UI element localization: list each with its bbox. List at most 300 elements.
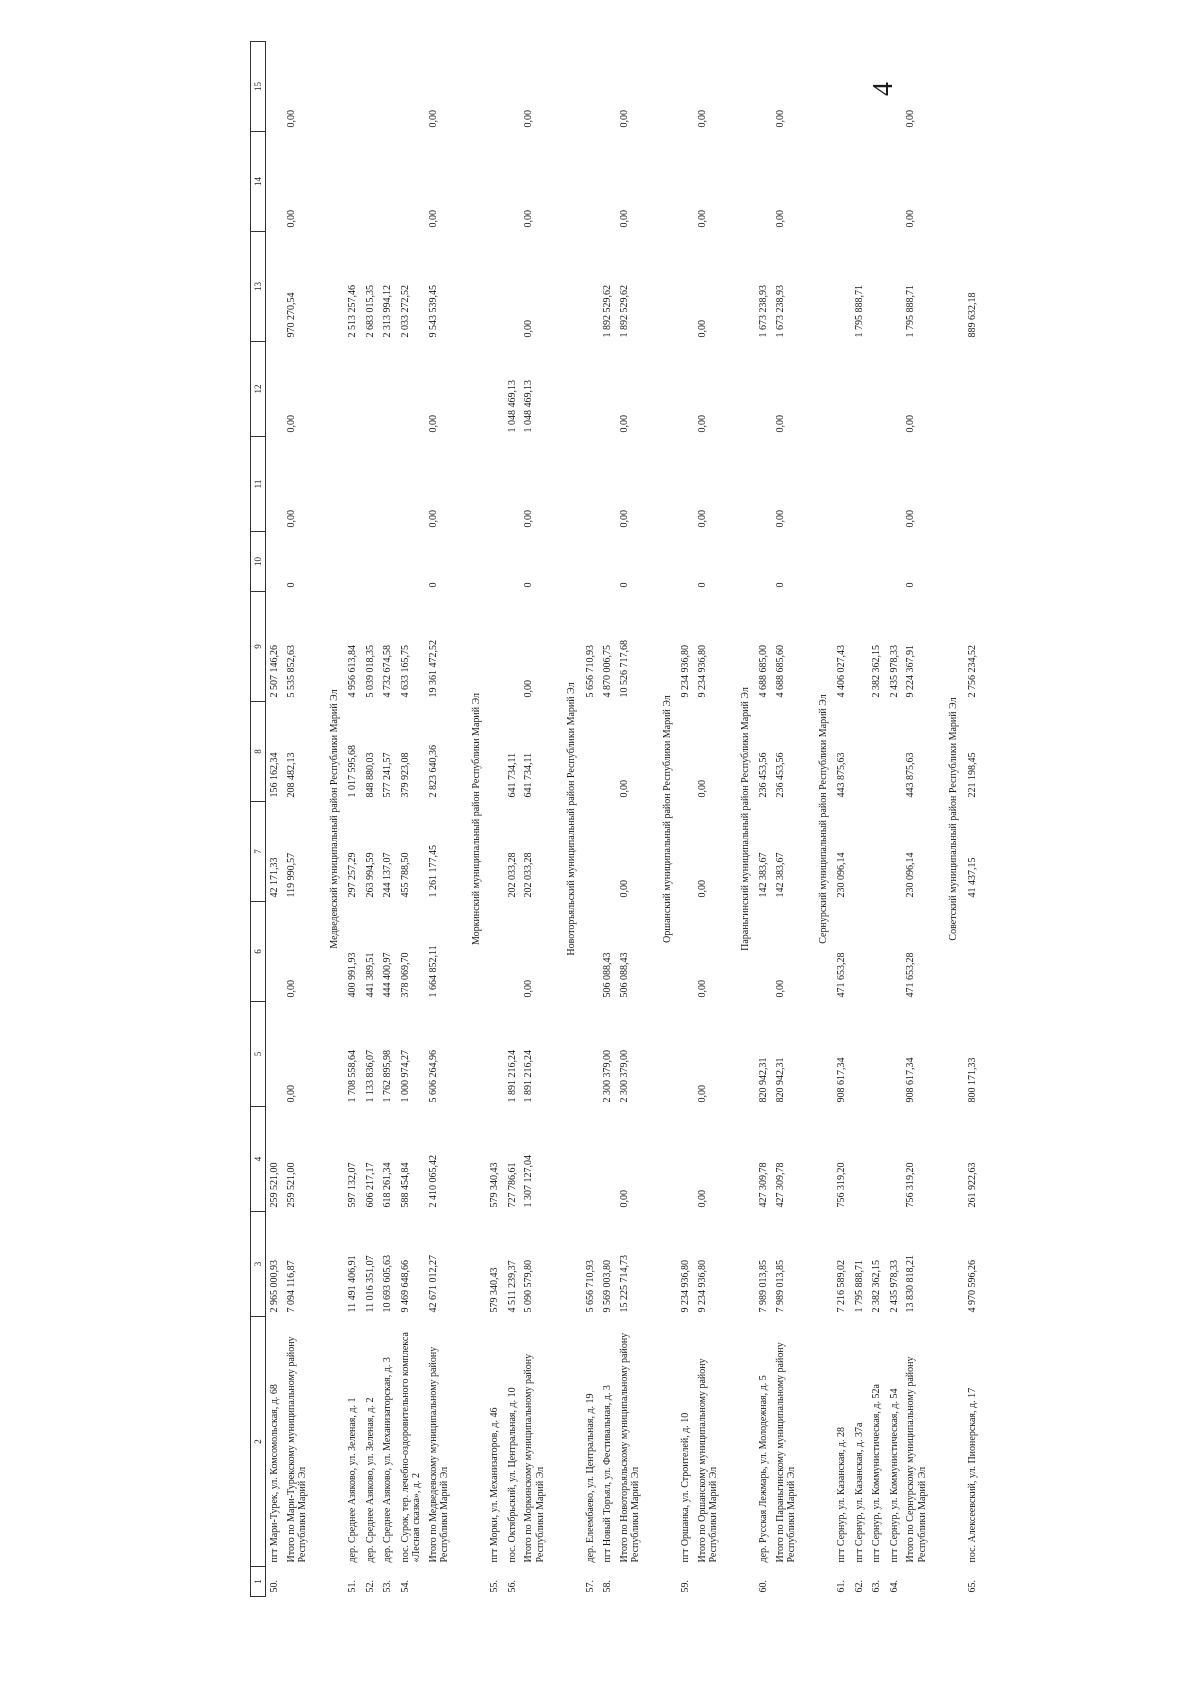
amount-cell-col-9: 9 234 936,80 bbox=[680, 645, 691, 698]
district-heading: Сернурский муниципальный район Республики Марий Эл bbox=[817, 694, 829, 944]
amount-cell-col-11: 0,00 bbox=[427, 510, 439, 528]
amount-cell-col-10 bbox=[344, 532, 362, 592]
district-total-row bbox=[695, 42, 730, 1597]
amount-cell-col-5: 1 891 216,24 bbox=[506, 1050, 518, 1103]
amount-cell-col-14 bbox=[599, 132, 617, 232]
amount-cell-col-13 bbox=[504, 232, 522, 342]
amount-cell-col-5: 820 942,31 bbox=[774, 1057, 786, 1103]
table-row bbox=[833, 42, 851, 1597]
row-number-cell: 65. bbox=[966, 1580, 978, 1593]
row-number-cell: 50. bbox=[269, 1580, 280, 1593]
table-row bbox=[362, 42, 380, 1597]
amount-cell-col-9: 4 633 165,75 bbox=[399, 645, 411, 698]
amount-cell-col-7: 1 261 177,45 bbox=[427, 845, 439, 898]
district-heading-row bbox=[652, 42, 678, 1597]
amount-cell-col-7: 0,00 bbox=[696, 880, 708, 898]
amount-cell-col-13 bbox=[582, 232, 600, 342]
amount-cell-col-11 bbox=[964, 437, 982, 532]
row-number-cell bbox=[903, 1567, 938, 1597]
amount-cell-col-9 bbox=[504, 592, 522, 702]
amount-cell-col-12 bbox=[833, 342, 851, 437]
amount-cell-col-11: 0,00 bbox=[523, 510, 534, 528]
amount-cell-col-9: 5 535 852,63 bbox=[285, 645, 297, 698]
amount-cell-col-6: 400 991,93 bbox=[347, 952, 358, 998]
amount-cell-col-6 bbox=[266, 902, 284, 1002]
amount-cell-col-15 bbox=[599, 42, 617, 132]
amount-cell-col-13: 1 892 529,62 bbox=[602, 285, 613, 338]
amount-cell-col-6 bbox=[755, 902, 773, 1002]
column-header-12: 12 bbox=[251, 342, 266, 437]
amount-cell-col-13: 2 513 257,46 bbox=[347, 285, 358, 338]
table-row bbox=[851, 42, 869, 1597]
amount-cell-col-10: 0 bbox=[427, 582, 439, 588]
district-total-row bbox=[903, 42, 938, 1597]
address-cell: Итого по Параньгинскому муниципальному району Республики Марий Эл bbox=[774, 1342, 797, 1563]
amount-cell-col-3: 7 989 013,85 bbox=[758, 1260, 769, 1313]
amount-cell-col-12 bbox=[964, 342, 982, 437]
address-cell: пгт Сернур, ул. Казанская, д. 37а bbox=[853, 1422, 865, 1563]
district-heading-row bbox=[461, 42, 487, 1597]
amount-cell-col-15: 0,00 bbox=[905, 110, 916, 128]
amount-cell-col-15: 0,00 bbox=[774, 110, 786, 128]
amount-cell-col-8: 577 241,57 bbox=[382, 752, 393, 798]
amount-cell-col-4: 261 922,63 bbox=[966, 1162, 978, 1208]
table-row bbox=[755, 42, 773, 1597]
budget-table-container bbox=[250, 42, 1110, 1597]
amount-cell-col-7: 244 137,07 bbox=[382, 852, 393, 898]
amount-cell-col-13: 2 033 272,52 bbox=[399, 285, 411, 338]
amount-cell-col-12 bbox=[266, 342, 284, 437]
amount-cell-col-13 bbox=[886, 232, 904, 342]
amount-cell-col-8 bbox=[486, 702, 504, 802]
amount-cell-col-9: 5 039 018,35 bbox=[364, 645, 376, 698]
amount-cell-col-6 bbox=[486, 902, 504, 1002]
amount-cell-col-8: 443 875,63 bbox=[905, 752, 916, 798]
amount-cell-col-11: 0,00 bbox=[285, 510, 297, 528]
address-cell: дер. Елеембаево, ул. Центральная, д. 19 bbox=[584, 1393, 596, 1563]
amount-cell-col-13: 1 673 238,93 bbox=[758, 285, 769, 338]
amount-cell-col-4: 0,00 bbox=[618, 1190, 630, 1208]
row-number-cell: 62. bbox=[853, 1580, 865, 1593]
amount-cell-col-8: 221 198,45 bbox=[966, 752, 978, 798]
amount-cell-col-12 bbox=[599, 342, 617, 437]
amount-cell-col-10 bbox=[486, 532, 504, 592]
amount-cell-col-7: 202 033,28 bbox=[506, 852, 518, 898]
amount-cell-col-15 bbox=[964, 42, 982, 132]
table-body bbox=[266, 42, 982, 1597]
amount-cell-col-8 bbox=[677, 702, 695, 802]
amount-cell-col-7: 142 383,67 bbox=[774, 852, 786, 898]
amount-cell-col-12: 0,00 bbox=[696, 415, 708, 433]
amount-cell-col-13: 1 892 529,62 bbox=[618, 285, 630, 338]
amount-cell-col-8: 0,00 bbox=[696, 780, 708, 798]
amount-cell-col-7 bbox=[599, 802, 617, 902]
amount-cell-col-11 bbox=[582, 437, 600, 532]
amount-cell-col-15: 0,00 bbox=[285, 110, 297, 128]
amount-cell-col-14 bbox=[677, 132, 695, 232]
district-heading: Медведевский муниципальный район Республики Марий Эл bbox=[328, 689, 340, 949]
amount-cell-col-13 bbox=[677, 232, 695, 342]
amount-cell-col-5: 800 171,33 bbox=[966, 1057, 978, 1103]
amount-cell-col-3: 11 491 406,91 bbox=[347, 1255, 358, 1313]
amount-cell-col-5: 1 891 216,24 bbox=[523, 1050, 534, 1103]
amount-cell-col-9: 4 870 006,75 bbox=[602, 645, 613, 698]
amount-cell-col-5 bbox=[886, 1002, 904, 1107]
amount-cell-col-10 bbox=[504, 532, 522, 592]
amount-cell-col-10: 0 bbox=[285, 582, 297, 588]
amount-cell-col-13: 1 673 238,93 bbox=[774, 285, 786, 338]
amount-cell-col-7 bbox=[851, 802, 869, 902]
amount-cell-col-9: 4 732 674,58 bbox=[382, 645, 393, 698]
amount-cell-col-4: 756 319,20 bbox=[836, 1162, 847, 1208]
amount-cell-col-6 bbox=[504, 902, 522, 1002]
row-number-cell bbox=[426, 1567, 461, 1597]
amount-cell-col-3: 2 382 362,15 bbox=[871, 1260, 882, 1313]
amount-cell-col-8: 236 453,56 bbox=[774, 752, 786, 798]
amount-cell-col-13: 0,00 bbox=[696, 320, 708, 338]
amount-cell-col-13 bbox=[833, 232, 851, 342]
table-row bbox=[886, 42, 904, 1597]
amount-cell-col-7: 455 788,50 bbox=[399, 852, 411, 898]
amount-cell-col-5: 0,00 bbox=[285, 1085, 297, 1103]
amount-cell-col-11: 0,00 bbox=[774, 510, 786, 528]
column-header-10: 10 bbox=[251, 532, 266, 592]
amount-cell-col-12: 0,00 bbox=[285, 415, 297, 433]
amount-cell-col-14 bbox=[964, 132, 982, 232]
address-cell: дер. Среднее Азяково, ул. Зеленая, д. 2 bbox=[364, 1397, 376, 1563]
amount-cell-col-3: 7 216 589,02 bbox=[836, 1260, 847, 1313]
amount-cell-col-14 bbox=[833, 132, 851, 232]
amount-cell-col-3: 42 671 012,27 bbox=[427, 1255, 439, 1313]
amount-cell-col-4: 579 340,43 bbox=[489, 1162, 500, 1208]
amount-cell-col-3: 4 511 239,37 bbox=[506, 1260, 518, 1313]
amount-cell-col-14 bbox=[266, 132, 284, 232]
column-header-7: 7 bbox=[251, 802, 266, 902]
amount-cell-col-6: 444 400,97 bbox=[382, 952, 393, 998]
amount-cell-col-3: 4 970 596,26 bbox=[966, 1260, 978, 1313]
amount-cell-col-3: 2 965 000,93 bbox=[269, 1260, 280, 1313]
amount-cell-col-9: 2 435 978,33 bbox=[888, 645, 900, 698]
district-heading: Новоторъяльский муниципальный район Республики Марий Эл bbox=[566, 682, 577, 956]
amount-cell-col-13: 9 543 539,45 bbox=[427, 285, 439, 338]
amount-cell-col-5 bbox=[582, 1002, 600, 1107]
amount-cell-col-14 bbox=[851, 132, 869, 232]
amount-cell-col-13: 970 270,54 bbox=[285, 292, 297, 338]
address-cell: пгт Морки, ул. Механизаторов, д. 46 bbox=[489, 1407, 500, 1563]
amount-cell-col-9: 0,00 bbox=[523, 680, 534, 698]
amount-cell-col-12: 0,00 bbox=[427, 415, 439, 433]
amount-cell-col-4: 1 307 127,04 bbox=[523, 1155, 534, 1208]
amount-cell-col-14: 0,00 bbox=[285, 210, 297, 228]
address-cell: пос. Алексеевский, ул. Пионерская, д. 17 bbox=[966, 1387, 978, 1563]
amount-cell-col-8: 236 453,56 bbox=[758, 752, 769, 798]
amount-cell-col-14 bbox=[379, 132, 397, 232]
address-cell: Итого по Сернурскому муниципальному району Республики Марий Эл bbox=[905, 1356, 928, 1563]
amount-cell-col-12: 1 048 469,13 bbox=[523, 380, 534, 433]
amount-cell-col-7: 230 096,14 bbox=[905, 852, 916, 898]
amount-cell-col-9: 2 382 362,15 bbox=[871, 645, 882, 698]
amount-cell-col-4: 427 309,78 bbox=[758, 1162, 769, 1208]
amount-cell-col-10: 0 bbox=[774, 582, 786, 588]
amount-cell-col-9: 4 688 685,00 bbox=[758, 645, 769, 698]
amount-cell-col-5: 1 000 974,27 bbox=[399, 1050, 411, 1103]
row-number-cell: 51. bbox=[347, 1580, 358, 1593]
amount-cell-col-12: 1 048 469,13 bbox=[506, 380, 518, 433]
amount-cell-col-4 bbox=[599, 1107, 617, 1212]
amount-cell-col-14 bbox=[582, 132, 600, 232]
amount-cell-col-5: 5 606 264,96 bbox=[427, 1050, 439, 1103]
amount-cell-col-4: 618 261,34 bbox=[382, 1162, 393, 1208]
amount-cell-col-15: 0,00 bbox=[427, 110, 439, 128]
amount-cell-col-9 bbox=[851, 592, 869, 702]
row-number-cell: 52. bbox=[364, 1580, 376, 1593]
amount-cell-col-8: 641 734,11 bbox=[523, 752, 534, 798]
amount-cell-col-12 bbox=[755, 342, 773, 437]
amount-cell-col-14 bbox=[886, 132, 904, 232]
amount-cell-col-15: 0,00 bbox=[523, 110, 534, 128]
table-row bbox=[379, 42, 397, 1597]
row-number-cell: 53. bbox=[382, 1580, 393, 1593]
amount-cell-col-14: 0,00 bbox=[427, 210, 439, 228]
amount-cell-col-11 bbox=[886, 437, 904, 532]
amount-cell-col-5: 0,00 bbox=[696, 1085, 708, 1103]
amount-cell-col-4: 588 454,84 bbox=[399, 1162, 411, 1208]
amount-cell-col-10 bbox=[599, 532, 617, 592]
row-number-cell: 54. bbox=[399, 1580, 411, 1593]
row-number-cell: 59. bbox=[680, 1580, 691, 1593]
amount-cell-col-13: 2 683 015,35 bbox=[364, 285, 376, 338]
amount-cell-col-6 bbox=[964, 902, 982, 1002]
district-heading: Советский муниципальный район Республики Марий Эл bbox=[948, 697, 959, 941]
address-cell: пгт Сернур, ул. Коммунистическая, д. 52а bbox=[871, 1384, 882, 1563]
amount-cell-col-7 bbox=[486, 802, 504, 902]
amount-cell-col-10: 0 bbox=[618, 582, 630, 588]
amount-cell-col-9: 4 956 613,84 bbox=[347, 645, 358, 698]
amount-cell-col-6: 0,00 bbox=[774, 980, 786, 998]
table-row bbox=[582, 42, 600, 1597]
amount-cell-col-7 bbox=[868, 802, 886, 902]
column-header-15: 15 bbox=[251, 42, 266, 132]
table-row bbox=[868, 42, 886, 1597]
amount-cell-col-12 bbox=[486, 342, 504, 437]
amount-cell-col-8 bbox=[599, 702, 617, 802]
amount-cell-col-4 bbox=[677, 1107, 695, 1212]
row-number-cell: 58. bbox=[602, 1580, 613, 1593]
amount-cell-col-5 bbox=[851, 1002, 869, 1107]
amount-cell-col-15 bbox=[362, 42, 380, 132]
address-cell: Итого по Мари-Турекскому муниципальному району Республики Марий Эл bbox=[285, 1336, 308, 1563]
table-row bbox=[677, 42, 695, 1597]
amount-cell-col-12 bbox=[677, 342, 695, 437]
amount-cell-col-7: 230 096,14 bbox=[836, 852, 847, 898]
amount-cell-col-12 bbox=[886, 342, 904, 437]
amount-cell-col-6: 441 389,51 bbox=[364, 952, 376, 998]
amount-cell-col-6: 1 664 852,11 bbox=[427, 945, 439, 998]
table-row bbox=[599, 42, 617, 1597]
district-heading-row bbox=[556, 42, 582, 1597]
amount-cell-col-14: 0,00 bbox=[618, 210, 630, 228]
column-header-14: 14 bbox=[251, 132, 266, 232]
amount-cell-col-5 bbox=[868, 1002, 886, 1107]
address-cell: дер. Среднее Азяково, ул. Механизаторская, д. 3 bbox=[382, 1357, 393, 1563]
amount-cell-col-4 bbox=[886, 1107, 904, 1212]
amount-cell-col-9: 19 361 472,52 bbox=[427, 640, 439, 698]
amount-cell-col-8 bbox=[851, 702, 869, 802]
amount-cell-col-14 bbox=[868, 132, 886, 232]
budget-table bbox=[250, 41, 981, 1597]
amount-cell-col-15 bbox=[886, 42, 904, 132]
amount-cell-col-6: 471 653,28 bbox=[836, 952, 847, 998]
amount-cell-col-5 bbox=[677, 1002, 695, 1107]
amount-cell-col-15 bbox=[582, 42, 600, 132]
amount-cell-col-7 bbox=[582, 802, 600, 902]
amount-cell-col-15 bbox=[851, 42, 869, 132]
column-header-6: 6 bbox=[251, 902, 266, 1002]
address-cell: Итого по Оршанскому муниципальному району Республики Марий Эл bbox=[696, 1358, 719, 1563]
amount-cell-col-13: 889 632,18 bbox=[966, 292, 978, 338]
amount-cell-col-15: 0,00 bbox=[618, 110, 630, 128]
amount-cell-col-8: 1 017 595,68 bbox=[347, 745, 358, 798]
amount-cell-col-9: 4 688 685,60 bbox=[774, 645, 786, 698]
amount-cell-col-11 bbox=[833, 437, 851, 532]
amount-cell-col-8: 156 162,34 bbox=[269, 752, 280, 798]
amount-cell-col-5: 820 942,31 bbox=[758, 1057, 769, 1103]
district-total-row bbox=[521, 42, 556, 1597]
row-number-cell: 60. bbox=[758, 1580, 769, 1593]
table-row bbox=[964, 42, 982, 1597]
amount-cell-col-9: 9 234 936,80 bbox=[696, 645, 708, 698]
amount-cell-col-14 bbox=[755, 132, 773, 232]
amount-cell-col-6: 506 088,43 bbox=[618, 952, 630, 998]
amount-cell-col-15 bbox=[266, 42, 284, 132]
amount-cell-col-15 bbox=[486, 42, 504, 132]
column-header-13: 13 bbox=[251, 232, 266, 342]
amount-cell-col-6 bbox=[886, 902, 904, 1002]
amount-cell-col-7: 42 171,33 bbox=[269, 857, 280, 898]
amount-cell-col-13 bbox=[486, 232, 504, 342]
amount-cell-col-11 bbox=[397, 437, 426, 532]
district-heading: Параньгинский муниципальный район Республики Марий Эл bbox=[739, 687, 751, 951]
amount-cell-col-4 bbox=[868, 1107, 886, 1212]
amount-cell-col-4: 259 521,00 bbox=[285, 1162, 297, 1208]
amount-cell-col-8: 2 823 640,36 bbox=[427, 745, 439, 798]
amount-cell-col-9: 5 656 710,93 bbox=[584, 645, 596, 698]
amount-cell-col-3: 9 569 003,80 bbox=[602, 1260, 613, 1313]
amount-cell-col-8 bbox=[868, 702, 886, 802]
amount-cell-col-6 bbox=[851, 902, 869, 1002]
row-number-cell bbox=[617, 1567, 652, 1597]
amount-cell-col-4: 597 132,07 bbox=[347, 1162, 358, 1208]
amount-cell-col-6: 0,00 bbox=[696, 980, 708, 998]
amount-cell-col-15 bbox=[677, 42, 695, 132]
amount-cell-col-9: 4 406 027,43 bbox=[836, 645, 847, 698]
amount-cell-col-10 bbox=[397, 532, 426, 592]
amount-cell-col-6 bbox=[868, 902, 886, 1002]
amount-cell-col-3: 11 016 351,07 bbox=[364, 1255, 376, 1313]
amount-cell-col-8: 443 875,63 bbox=[836, 752, 847, 798]
column-header-11: 11 bbox=[251, 437, 266, 532]
amount-cell-col-13: 1 795 888,71 bbox=[853, 285, 865, 338]
amount-cell-col-14 bbox=[397, 132, 426, 232]
amount-cell-col-10 bbox=[266, 532, 284, 592]
amount-cell-col-3: 579 340,43 bbox=[489, 1267, 500, 1313]
amount-cell-col-3: 5 090 579,80 bbox=[523, 1260, 534, 1313]
amount-cell-col-12: 0,00 bbox=[618, 415, 630, 433]
amount-cell-col-3: 9 469 648,66 bbox=[399, 1260, 411, 1313]
address-cell: пгт Новый Торъял, ул. Фестивальная, д. 3 bbox=[602, 1385, 613, 1563]
amount-cell-col-13 bbox=[868, 232, 886, 342]
amount-cell-col-14: 0,00 bbox=[774, 210, 786, 228]
amount-cell-col-15 bbox=[755, 42, 773, 132]
amount-cell-col-12 bbox=[582, 342, 600, 437]
address-cell: пос. Октябрьский, ул. Центральная, д. 10 bbox=[506, 1387, 518, 1563]
amount-cell-col-12 bbox=[362, 342, 380, 437]
amount-cell-col-10 bbox=[886, 532, 904, 592]
amount-cell-col-6: 378 069,70 bbox=[399, 952, 411, 998]
row-number-cell: 55. bbox=[489, 1580, 500, 1593]
district-total-row bbox=[284, 42, 319, 1597]
amount-cell-col-4: 427 309,78 bbox=[774, 1162, 786, 1208]
amount-cell-col-11 bbox=[868, 437, 886, 532]
amount-cell-col-7 bbox=[677, 802, 695, 902]
amount-cell-col-12 bbox=[397, 342, 426, 437]
amount-cell-col-5: 2 300 379,00 bbox=[618, 1050, 630, 1103]
amount-cell-col-12: 0,00 bbox=[774, 415, 786, 433]
column-header-9: 9 bbox=[251, 592, 266, 702]
amount-cell-col-6: 506 088,43 bbox=[602, 952, 613, 998]
amount-cell-col-7: 41 437,15 bbox=[966, 857, 978, 898]
amount-cell-col-5 bbox=[266, 1002, 284, 1107]
amount-cell-col-6: 471 653,28 bbox=[905, 952, 916, 998]
amount-cell-col-4: 727 786,61 bbox=[506, 1162, 518, 1208]
row-number-cell: 63. bbox=[871, 1580, 882, 1593]
amount-cell-col-14 bbox=[504, 132, 522, 232]
amount-cell-col-3: 15 225 714,73 bbox=[618, 1255, 630, 1313]
amount-cell-col-8 bbox=[886, 702, 904, 802]
district-total-row bbox=[617, 42, 652, 1597]
amount-cell-col-11 bbox=[486, 437, 504, 532]
amount-cell-col-7 bbox=[886, 802, 904, 902]
address-cell: Итого по Медведевскому муниципальному району Республики Марий Эл bbox=[427, 1346, 450, 1563]
amount-cell-col-6 bbox=[582, 902, 600, 1002]
amount-cell-col-3: 1 795 888,71 bbox=[853, 1260, 865, 1313]
amount-cell-col-4: 0,00 bbox=[696, 1190, 708, 1208]
amount-cell-col-14: 0,00 bbox=[523, 210, 534, 228]
amount-cell-col-11 bbox=[362, 437, 380, 532]
amount-cell-col-9: 10 526 717,68 bbox=[618, 640, 630, 698]
amount-cell-col-7: 202 033,28 bbox=[523, 852, 534, 898]
address-cell: пгт Сернур, ул. Казанская, д. 28 bbox=[836, 1427, 847, 1563]
column-header-3: 3 bbox=[251, 1212, 266, 1317]
column-header-2: 2 bbox=[251, 1317, 266, 1567]
amount-cell-col-14: 0,00 bbox=[696, 210, 708, 228]
amount-cell-col-7: 297 257,29 bbox=[347, 852, 358, 898]
amount-cell-col-10 bbox=[964, 532, 982, 592]
amount-cell-col-4 bbox=[582, 1107, 600, 1212]
amount-cell-col-3: 2 435 978,33 bbox=[888, 1260, 900, 1313]
row-number-cell bbox=[773, 1567, 808, 1597]
amount-cell-col-11 bbox=[755, 437, 773, 532]
address-cell: пгт Оршанка, ул. Строителей, д. 10 bbox=[680, 1412, 691, 1563]
row-number-cell: 56. bbox=[506, 1580, 518, 1593]
amount-cell-col-15 bbox=[868, 42, 886, 132]
amount-cell-col-11 bbox=[851, 437, 869, 532]
amount-cell-col-7: 0,00 bbox=[618, 880, 630, 898]
column-header-1: 1 bbox=[251, 1567, 266, 1597]
amount-cell-col-15 bbox=[379, 42, 397, 132]
address-cell: пос. Сурок, тер. лечебно-оздоровительного комплекса «Лесная сказка», д. 2 bbox=[399, 1332, 422, 1563]
amount-cell-col-10 bbox=[362, 532, 380, 592]
